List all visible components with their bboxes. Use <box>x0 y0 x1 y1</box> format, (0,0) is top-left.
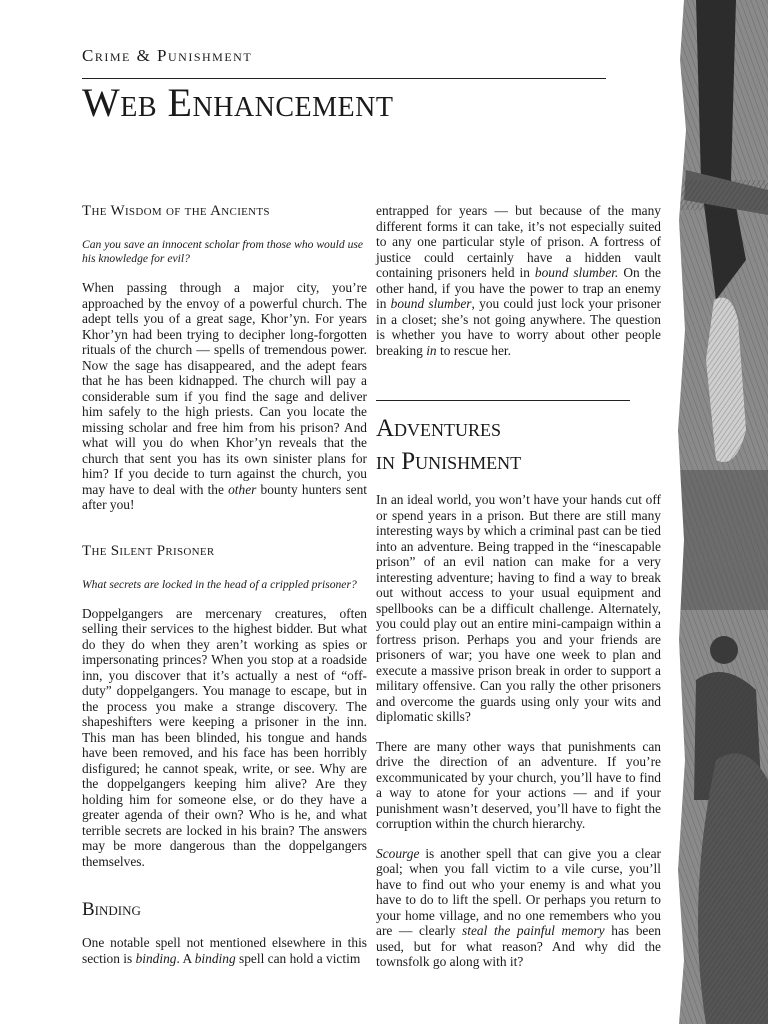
left-column <box>82 203 367 966</box>
section-heading-binding: Binding <box>82 899 141 920</box>
right-column <box>376 203 661 358</box>
section-heading-silent-prisoner: The Silent Prisoner <box>82 542 215 559</box>
section-heading-wisdom: The Wisdom of the Ancients <box>82 203 270 219</box>
section-rule <box>376 400 630 401</box>
teaser-silent-prisoner: What secrets are locked in the head of a crippled prisoner? <box>82 577 357 591</box>
body-adventures-3: Scourge is another spell that can give you a clear goal; when you fall victim to a vile curse, you’ll have to find out who your enemy is and what you have to do to lift the spell. Or perhaps you return to your home village, and no one remembers who you are — clearly steal the painful memory has been used, but for what reason? And why did the townsfolk go along with it? <box>376 845 661 969</box>
body-adventures-1: In an ideal world, you won’t have your hands cut off or spend years in a prison. But there are still many interesting ways by which a criminal past can be tied into an adventure. Being trapped in the “inescapable prison” of an evil nation can make for a very interesting adventure; having to find a way to break out without access to your usual equipment and spellbooks can be a difficult challenge. Alternately, you could play out an entire mini-campaign within a fortress prison. Perhaps you and your friends are prisoners of war; you have one week to plan and execute a massive prison break in order to support a military offensive. Can you rally the other prisoners and overcome the guards using only your wits and diplomatic skills? <box>376 492 661 724</box>
body-silent-prisoner: Doppelgangers are mercenary creatures, often selling their services to the highest bidder. But what do they do when they aren’t working as spies or impersonating princes? When you stop at a roadside inn, you discover that it’s actually a nest of “off-duty” doppelgangers. You manage to escape, but in the process you make a strange discovery. The shapeshifters were keeping a prisoner in the inn. This man has been blinded, his tongue and hands have been removed, and his face has been horribly disfigured; he cannot speak, write, or see. Why are the doppelgangers keeping him alive? Are they holding him for someone else, or do they have a greater agenda of their own? Who is he, and what terrible secrets are locked in his brain? The answers may be more dangerous than the doppelgangers themselves. <box>82 605 367 869</box>
body-adventures-2: There are many other ways that punishments can drive the direction of an adventure. If you’re excommunicated by your church, you’ll have to find a way to atone for your actions — and if your punishment wasn’t deserved, you’ll have to fight the corruption within the church hierarchy. <box>376 738 661 831</box>
teaser-wisdom: Can you save an innocent scholar from those who would use his knowledge for evil? <box>82 238 364 265</box>
body-binding-continued: entrapped for years — but because of the many different forms it can take, it’s not especially suited to any one particular style of prison. A fortress of justice could certainly have a hidden vault containing prisoners held in bound slumber. On the other hand, if you have the power to trap an enemy in bound slumber, you could just lock your prisoner in a closet; she’s not going anywhere. The question is whether you have to worry about other people breaking in to rescue her. <box>376 203 661 358</box>
running-head: Crime & Punishment <box>82 46 253 65</box>
engraving-illustration-icon <box>676 0 768 1024</box>
page-title: Web Enhancement <box>82 80 394 125</box>
header-rule <box>82 78 606 79</box>
body-wisdom: When passing through a major city, you’re approached by the envoy of a powerful church. The adept tells you of a great sage, Khor’yn. For years Khor’yn had been trying to decipher long-forgotten rituals of the church — spells of tremendous power. Now the sage has disappeared, and the adept fears that he has been kidnapped. The church will pay a considerable sum if you find the sage and deliver him safely to the high priests. Can you locate the missing scholar and free him from his prison? And what will you do when Khor’yn reveals that the church that sent you has its own sinister plans for him? If you decide to turn against the church, you may have to deal with the other bounty hunters sent after you! <box>82 280 367 512</box>
section-heading-adventures: Adventures in Punishment <box>376 415 522 475</box>
body-binding: One notable spell not mentioned elsewhere in this section is binding. A binding spell can hold a victim <box>82 935 367 966</box>
right-column-lower <box>376 408 661 970</box>
